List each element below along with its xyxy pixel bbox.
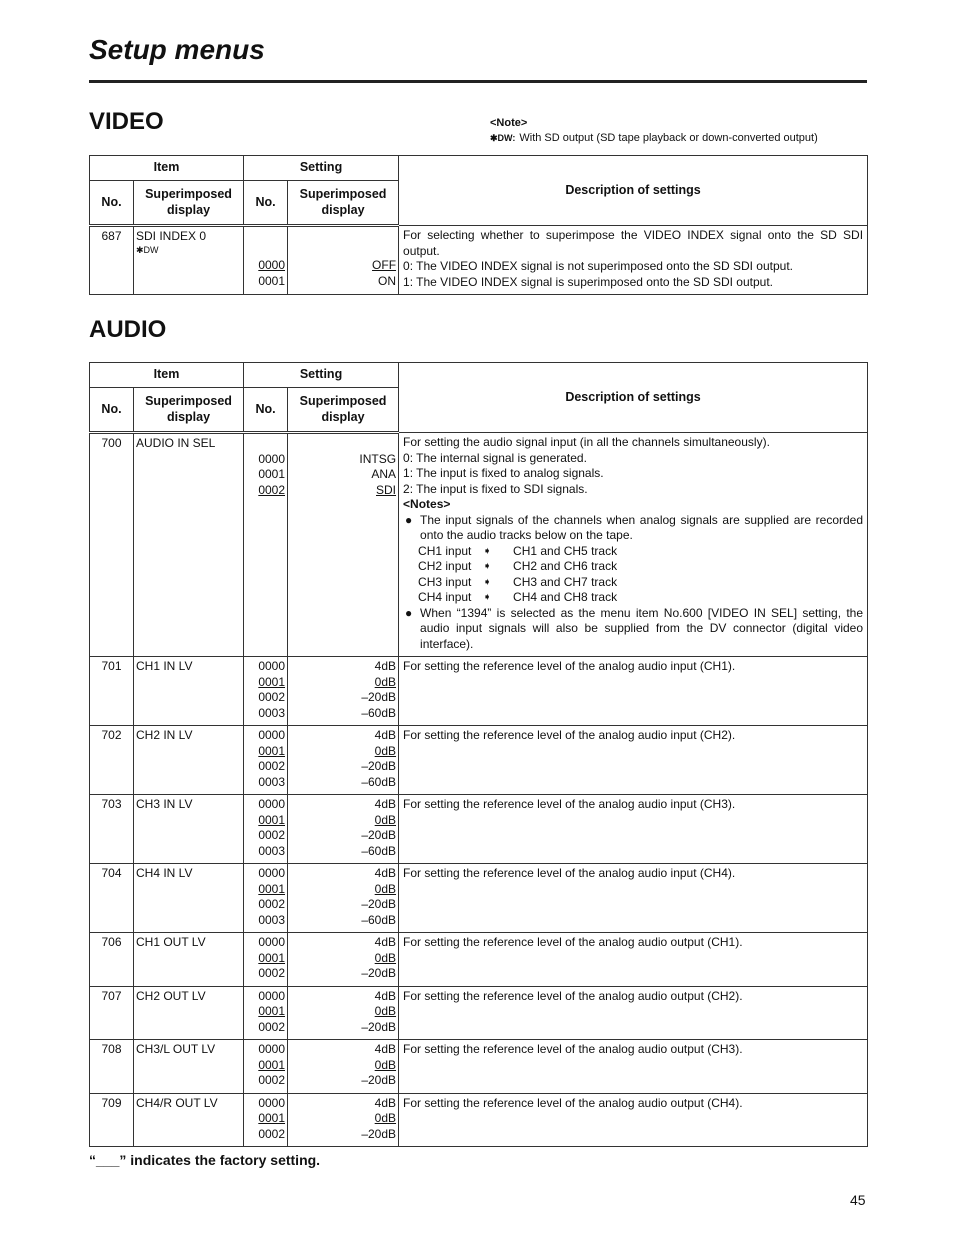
setting-no: 0001 (258, 881, 286, 896)
bullet-text: When “1394” is selected as the menu item No.600 [VIDEO IN SEL] setting, the audio input signals will also be supplied from the DV connector (digital video interface). (420, 605, 864, 651)
setting-display: ON (378, 273, 397, 288)
audio-table (89, 362, 868, 1147)
map-input: CH4 input (418, 590, 472, 604)
header-no: No. (90, 388, 134, 433)
row-item: CH1 OUT LV (134, 933, 244, 987)
desc-line: 0: The VIDEO INDEX signal is not superimposed onto the SD SDI output. (403, 259, 794, 273)
desc-line: 0: The internal signal is generated. (403, 450, 587, 465)
header-setting-no: No. (244, 388, 288, 433)
channel-map-row (403, 544, 863, 560)
setting-nos (244, 657, 288, 726)
setting-no: 0001 (258, 950, 286, 965)
row-no: 709 (90, 1093, 134, 1147)
header-setting-no: No. (244, 181, 288, 226)
row-description (399, 433, 868, 657)
setting-nos (244, 795, 288, 864)
row-no: 701 (90, 657, 134, 726)
row-no: 703 (90, 795, 134, 864)
desc-line: For selecting whether to superimpose the VIDEO INDEX signal onto the SD SDI output. (403, 228, 864, 258)
setting-display: 4dB (374, 659, 397, 673)
setting-no: 0001 (258, 812, 286, 827)
setting-no: 0001 (258, 1004, 286, 1018)
row-no: 702 (90, 726, 134, 795)
note-line (490, 131, 818, 146)
setting-display: 0dB (374, 881, 397, 896)
map-track: CH3 and CH7 track (513, 574, 618, 589)
setting-no: 0001 (258, 467, 286, 481)
setting-no: 0002 (258, 1073, 286, 1087)
setting-nos (244, 986, 288, 1040)
row-no: 700 (90, 433, 134, 657)
setting-display: 0dB (374, 950, 397, 965)
setting-display: SDI (376, 482, 397, 497)
row-description: For setting the reference level of the analog audio input (CH4). (399, 864, 868, 933)
setting-no: 0003 (258, 774, 286, 789)
row-description: For setting the reference level of the analog audio output (CH4). (399, 1093, 868, 1147)
bullet-icon: ● (405, 605, 413, 620)
setting-nos (244, 726, 288, 795)
setting-no: 0002 (258, 759, 286, 773)
row-item: AUDIO IN SEL (134, 433, 244, 657)
row-description: For setting the reference level of the analog audio output (CH3). (399, 1040, 868, 1094)
setting-display: 4dB (374, 1095, 397, 1110)
setting-display: INTSG (359, 451, 397, 466)
setting-no: 0000 (258, 797, 286, 811)
setting-display: 0dB (374, 743, 397, 758)
table-row (90, 1040, 868, 1094)
setting-no: 0000 (258, 659, 286, 673)
setting-displays (288, 1040, 399, 1094)
header-superimposed: Superimposed display (134, 388, 244, 433)
setting-no: 0000 (258, 935, 286, 949)
table-row (90, 657, 868, 726)
setting-displays (288, 795, 399, 864)
setting-display: ANA (371, 467, 397, 481)
header-no: No. (90, 181, 134, 226)
desc-line: 1: The input is fixed to analog signals. (403, 466, 604, 480)
table-row (90, 986, 868, 1040)
setting-display: 4dB (374, 866, 397, 880)
row-no: 704 (90, 864, 134, 933)
setting-nos (244, 864, 288, 933)
note-symbol: ✱DW: (490, 133, 516, 143)
row-item: CH2 OUT LV (134, 986, 244, 1040)
setting-no: 0003 (258, 912, 286, 927)
setting-no: 0001 (258, 273, 286, 288)
table-row (90, 795, 868, 864)
setting-display: –20dB (361, 897, 397, 911)
setting-displays (288, 864, 399, 933)
setting-display: –60dB (361, 843, 397, 858)
setting-no: 0001 (258, 1111, 286, 1125)
row-item: CH2 IN LV (134, 726, 244, 795)
video-heading: VIDEO (89, 108, 164, 135)
setting-no: 0000 (258, 988, 286, 1003)
row-item: CH4/R OUT LV (134, 1093, 244, 1147)
row-no: 706 (90, 933, 134, 987)
header-setting: Setting (244, 363, 399, 388)
setting-no: 0000 (258, 258, 286, 272)
table-row (90, 864, 868, 933)
setting-display: 4dB (374, 988, 397, 1003)
setting-no: 0002 (258, 690, 286, 704)
setting-display: 0dB (374, 1057, 397, 1072)
row-item-label: SDI INDEX 0 (136, 229, 207, 243)
setting-no: 0003 (258, 843, 286, 858)
setting-display: 4dB (374, 935, 397, 949)
header-superimposed: Superimposed display (134, 181, 244, 226)
setting-no: 0000 (258, 866, 286, 880)
setting-displays (288, 657, 399, 726)
factory-setting-note: “___” indicates the factory setting. (89, 1152, 321, 1168)
setting-nos (244, 433, 288, 657)
setting-no: 0000 (258, 728, 286, 742)
note-bullet (403, 606, 863, 653)
desc-line: 2: The input is fixed to SDI signals. (403, 481, 588, 496)
table-row (90, 1093, 868, 1147)
setting-display: –20dB (361, 1073, 397, 1087)
setting-display: 0dB (374, 812, 397, 827)
row-item: CH3 IN LV (134, 795, 244, 864)
setting-displays (288, 726, 399, 795)
dw-marker: ✱DW (136, 244, 159, 255)
setting-display: –20dB (361, 966, 397, 980)
row-no: 707 (90, 986, 134, 1040)
arrow-icon: ➧ (483, 545, 492, 557)
setting-displays (288, 433, 399, 657)
setting-display: –20dB (361, 1019, 397, 1034)
setting-no: 0000 (258, 451, 286, 466)
header-setting-superimposed: Superimposed display (288, 388, 399, 433)
setting-display: –60dB (361, 705, 397, 720)
setting-no: 0002 (258, 966, 286, 980)
desc-line: For setting the audio signal input (in all the channels simultaneously). (403, 435, 770, 449)
setting-no: 0002 (258, 1019, 286, 1034)
setting-no: 0002 (258, 828, 286, 842)
row-description: For setting the reference level of the analog audio output (CH2). (399, 986, 868, 1040)
channel-map-row (403, 590, 863, 606)
video-table (89, 155, 868, 295)
notes-heading: <Notes> (403, 497, 451, 511)
video-note (490, 116, 818, 146)
setting-no: 0002 (258, 1126, 286, 1141)
setting-display: 4dB (374, 797, 397, 811)
arrow-icon: ➧ (483, 592, 492, 603)
table-row (90, 433, 868, 657)
setting-display: –20dB (361, 690, 397, 704)
setting-no: 0001 (258, 674, 286, 689)
table-row (90, 226, 868, 295)
desc-line: 1: The VIDEO INDEX signal is superimposed onto the SD SDI output. (403, 274, 773, 289)
map-input: CH3 input (418, 574, 472, 589)
map-input: CH1 input (418, 543, 472, 558)
setting-displays (288, 986, 399, 1040)
setting-display: –60dB (361, 912, 397, 927)
header-description: Description of settings (399, 363, 868, 433)
setting-nos (244, 933, 288, 987)
map-track: CH1 and CH5 track (513, 543, 618, 558)
page-title: Setup menus (89, 34, 265, 65)
setting-no: 0003 (258, 705, 286, 720)
header-item: Item (90, 363, 244, 388)
page-number: 45 (850, 1192, 866, 1208)
row-no: 687 (90, 226, 134, 295)
setting-nos (244, 226, 288, 295)
table-row (90, 933, 868, 987)
note-text: With SD output (SD tape playback or down-converted output) (519, 132, 818, 144)
row-item: CH1 IN LV (134, 657, 244, 726)
map-track: CH4 and CH8 track (513, 590, 618, 604)
header-setting: Setting (244, 156, 399, 181)
note-heading: <Note> (490, 117, 528, 129)
setting-display: 0dB (374, 1004, 397, 1018)
setting-display: –20dB (361, 828, 397, 842)
setting-nos (244, 1040, 288, 1094)
header-description: Description of settings (399, 156, 868, 226)
setting-no: 0001 (258, 1057, 286, 1072)
map-track: CH2 and CH6 track (513, 559, 618, 573)
setting-display: OFF (372, 258, 397, 272)
setting-no: 0000 (258, 1095, 286, 1110)
setting-display: –20dB (361, 1126, 397, 1141)
row-description: For setting the reference level of the analog audio output (CH1). (399, 933, 868, 987)
row-description (399, 226, 868, 295)
setting-displays (288, 1093, 399, 1147)
setting-nos (244, 1093, 288, 1147)
row-description: For setting the reference level of the analog audio input (CH2). (399, 726, 868, 795)
bullet-icon: ● (405, 512, 413, 527)
row-item: CH4 IN LV (134, 864, 244, 933)
setting-displays (288, 933, 399, 987)
setting-display: 4dB (374, 728, 397, 742)
arrow-icon: ➧ (483, 561, 492, 572)
row-description: For setting the reference level of the analog audio input (CH3). (399, 795, 868, 864)
row-description: For setting the reference level of the analog audio input (CH1). (399, 657, 868, 726)
header-setting-superimposed: Superimposed display (288, 181, 399, 226)
setting-display: 0dB (374, 1111, 397, 1125)
table-row (90, 726, 868, 795)
row-item: CH3/L OUT LV (134, 1040, 244, 1094)
setting-display: 0dB (374, 674, 397, 689)
setting-display: –60dB (361, 774, 397, 789)
setting-no: 0002 (258, 482, 286, 497)
bullet-text: The input signals of the channels when analog signals are supplied are recorded onto the audio tracks below on the tape. (420, 512, 864, 542)
setting-display: –20dB (361, 759, 397, 773)
channel-map-row (403, 575, 863, 591)
row-no: 708 (90, 1040, 134, 1094)
setting-no: 0002 (258, 897, 286, 911)
setting-display: 4dB (374, 1042, 397, 1056)
arrow-icon: ➧ (483, 576, 492, 588)
row-item (134, 226, 244, 295)
audio-heading: AUDIO (89, 316, 167, 343)
map-input: CH2 input (418, 559, 472, 573)
setting-no: 0000 (258, 1042, 286, 1056)
note-bullet (403, 513, 863, 544)
channel-map-row (403, 559, 863, 575)
setting-displays (288, 226, 399, 295)
title-rule (89, 80, 867, 83)
setting-no: 0001 (258, 743, 286, 758)
header-item: Item (90, 156, 244, 181)
